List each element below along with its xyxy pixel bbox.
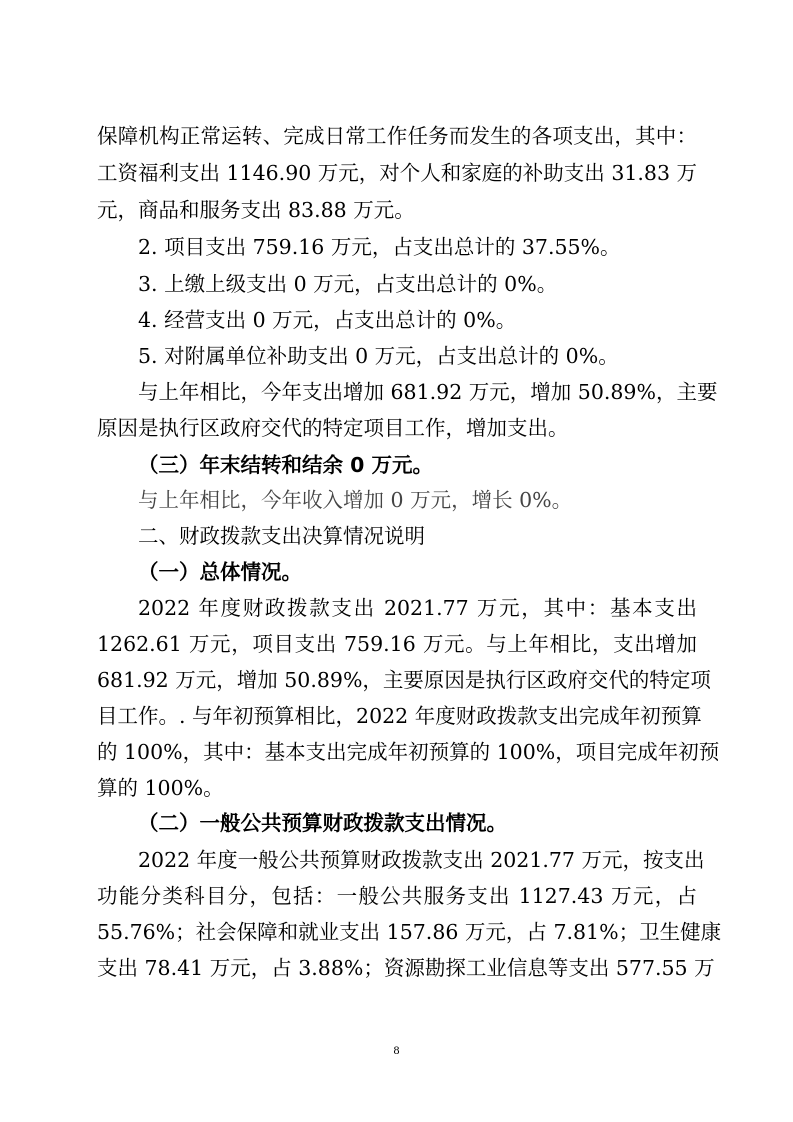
paragraph-line: 与上年相比，今年支出增加 681.92 万元，增加 50.89%，主要 xyxy=(138,380,718,404)
list-item: 3. 上缴上级支出 0 万元，占支出总计的 0%。 xyxy=(138,272,558,296)
paragraph-line: 算的 100%。 xyxy=(97,776,224,800)
paragraph-line: 支出 78.41 万元，占 3.88%；资源勘探工业信息等支出 577.55 万 xyxy=(97,956,715,980)
list-item: 5. 对附属单位补助支出 0 万元，占支出总计的 0%。 xyxy=(138,344,619,368)
paragraph-line: 1262.61 万元，项目支出 759.16 万元。与上年相比，支出增加 xyxy=(97,632,697,656)
paragraph-line: 目工作。. 与年初预算相比，2022 年度财政拨款支出完成年初预算 xyxy=(97,704,702,728)
section-heading: （二）一般公共预算财政拨款支出情况。 xyxy=(138,811,507,835)
paragraph-line: 功能分类科目分，包括：一般公共服务支出 1127.43 万元，占 xyxy=(97,884,697,908)
paragraph-line: 681.92 万元，增加 50.89%，主要原因是执行区政府交代的特定项 xyxy=(97,668,711,692)
section-heading: （一）总体情况。 xyxy=(138,560,302,584)
paragraph-line: 工资福利支出 1146.90 万元，对个人和家庭的补助支出 31.83 万 xyxy=(97,161,698,185)
paragraph-line: 保障机构正常运转、完成日常工作任务而发生的各项支出，其中： xyxy=(97,124,697,148)
paragraph-line: 55.76%；社会保障和就业支出 157.86 万元，占 7.81%；卫生健康 xyxy=(97,920,722,944)
section-heading: 二、财政拨款支出决算情况说明 xyxy=(138,524,425,548)
paragraph-line: 元，商品和服务支出 83.88 万元。 xyxy=(97,198,415,222)
paragraph-line: 2022 年度一般公共预算财政拨款支出 2021.77 万元，按支出 xyxy=(138,848,705,872)
paragraph-line: 与上年相比，今年收入增加 0 万元，增长 0%。 xyxy=(138,488,573,512)
paragraph-line: 原因是执行区政府交代的特定项目工作，增加支出。 xyxy=(97,416,569,440)
page-number: 8 xyxy=(393,1043,400,1057)
list-item: 2. 项目支出 759.16 万元，占支出总计的 37.55%。 xyxy=(138,235,621,259)
list-item: 4. 经营支出 0 万元，占支出总计的 0%。 xyxy=(138,308,517,332)
paragraph-line: 的 100%，其中：基本支出完成年初预算的 100%，项目完成年初预 xyxy=(97,740,720,764)
section-heading: （三）年末结转和结余 0 万元。 xyxy=(138,453,434,477)
paragraph-line: 2022 年度财政拨款支出 2021.77 万元，其中：基本支出 xyxy=(138,596,697,620)
